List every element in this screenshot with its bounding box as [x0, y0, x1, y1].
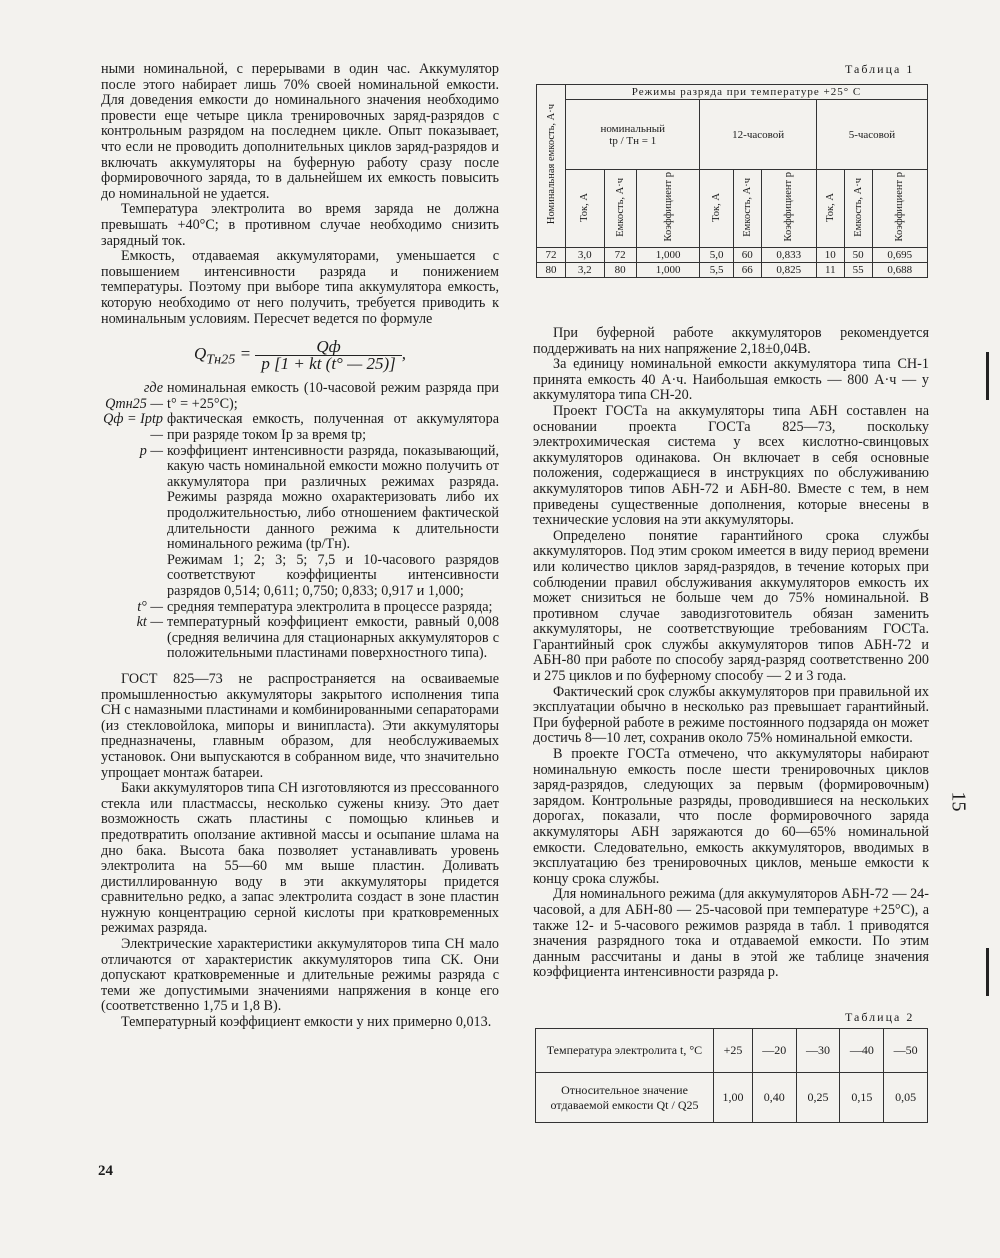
sub-column-header [700, 170, 733, 248]
formula-lhs: Q [193, 344, 207, 364]
temperature-cell: —20 [752, 1029, 796, 1073]
definition-text: номинальная емкость (10-часовой режим разряда при t° = +25°С); [167, 380, 499, 412]
definition-item [101, 600, 499, 616]
formula-numerator: Qф [255, 339, 401, 356]
formula-fraction [255, 339, 401, 371]
sub-column-label: Коэффициент p [783, 172, 795, 242]
definition-item [101, 412, 499, 443]
paragraph: При буферной работе аккумуляторов рекомендуется поддерживать на них напряжение 2,18±0,04В. [533, 325, 929, 357]
table2-row-label: Относительное значение отдаваемой емкости Qt / Q25 [536, 1073, 714, 1123]
formula-end: , [401, 344, 406, 364]
definition-text: средняя температура электролита в процессе разряда; [167, 598, 493, 615]
temperature-cell: —40 [840, 1029, 884, 1073]
value-cell: 1,00 [714, 1073, 753, 1123]
definition-term: где Qтн25 — [105, 380, 163, 412]
row-head: Номинальная емкость, А·ч [545, 104, 557, 225]
sub-column-label: Емкость, А·ч [852, 177, 864, 237]
formula-eq: = [239, 344, 252, 364]
table-cell: 3,0 [566, 248, 605, 263]
paragraph: В проекте ГОСТа отмечено, что аккумуляторы набирают номинальную емкость после шести тренировочных циклов заряд-разрядов, следующих за первым (формировочным) зарядом. Контрольные разряды, проводившиеся на нескольких дорогах, показали, что после формировочного заряда аккумуляторы АБН заряжаются до 60—65% номинальной емкости. Следовательно, емкость аккумуляторов, вводимых в эксплуатацию без тренировочных циклов, меньше емкости к концу срока службы. [533, 746, 929, 887]
margin-mark [986, 948, 989, 996]
sub-column-header [816, 170, 844, 248]
value-cell: 0,40 [752, 1073, 796, 1123]
group-nominal-sub: tр / Tн = 1 [609, 134, 657, 147]
paragraph: Определено понятие гарантийного срока службы аккумуляторов. Под этим сроком имеется в виду период времени или количество циклов заряд-разрядов, в течение которых при соблюдении правил обслуживания аккумуляторов емкость их может снизиться не больше чем до 75% номинальной. В противном случае заводизготовитель обязан заменить аккумуляторы, не соответствующие требованиям ГОСТа. Гарантийный срок службы аккумуляторов типов АБН-72 и АБН-80 при работе по способу заряд-разряд соответственно 200 и 275 циклов и по буферному способу — 2 и 3 года. [533, 527, 929, 685]
paragraph: Температурный коэффициент емкости у них примерно 0,013. [121, 1014, 492, 1031]
table-cell: 3,2 [566, 263, 605, 278]
table-cell: 72 [537, 248, 566, 263]
temperature-cell: —50 [884, 1029, 928, 1073]
group-nominal-label: номинальный [600, 122, 666, 135]
sub-column-header [604, 170, 636, 248]
table-cell: 50 [844, 248, 872, 263]
table-cell: 0,688 [872, 263, 927, 278]
sub-column-header [566, 170, 605, 248]
table-cell: 1,000 [636, 263, 700, 278]
table1-caption: Таблица 1 [845, 62, 915, 76]
table-cell: 60 [733, 248, 761, 263]
table-cell: 55 [844, 263, 872, 278]
paragraph: Емкость, отдаваемая аккумуляторами, уменьшается с повышением интенсивности разряда и понижением температуры. Поэтому при выборе типа аккумулятора емкость, которую необходимо от него получить, требуется приводить к номинальным условиям. Пересчет ведется по формуле [101, 248, 499, 327]
definition-term: t° — [137, 598, 163, 615]
definition-item [101, 444, 499, 553]
paragraph: Фактический срок службы аккумуляторов при правильной их эксплуатации обычно в несколько раз превышает гарантийный. При буферной работе в режиме постоянного подзаряда он может достичь 8—10 лет, сохранив около 75% номинальной емкости. [533, 683, 929, 747]
table-cell: 5,0 [700, 248, 733, 263]
definition-term: kt — [136, 614, 163, 631]
definition-term: Qф = Iрtр — [103, 411, 163, 444]
sub-column-header [872, 170, 927, 248]
paragraph: Температура электролита во время заряда не должна превышать +40°С; в противном случае необходимо снизить зарядный ток. [101, 201, 499, 249]
sub-column-label: Емкость, А·ч [614, 177, 626, 237]
table-cell: 11 [816, 263, 844, 278]
side-number: 15 [947, 791, 970, 812]
sub-column-header [733, 170, 761, 248]
table-cell: 1,000 [636, 248, 700, 263]
paragraph: ными номинальной, с перерывами в один час. Аккумулятор после этого набирает лишь 70% своей номинальной емкости. Для доведения емкости до номинального значения необходимо провести еще четыре цикла тренировочных заряд-разрядов с контрольным разрядом на последнем цикле. Опыт показывает, что если не проводить дополнительных циклов заряд-разрядов и включать аккумуляторы на буферную работу сразу после формировочного заряда, то в дальнейшем их емкость повысить до номинальной не удается. [101, 61, 499, 202]
table2-head-label: Температура электролита t, °С [536, 1029, 714, 1073]
formula [101, 339, 499, 371]
group-5h: 5-часовой [816, 100, 927, 170]
formula-denominator: p [1 + kt (t° — 25)] [261, 353, 396, 373]
page-number: 24 [98, 1163, 113, 1179]
margin-mark [986, 352, 989, 400]
table-cell: 0,695 [872, 248, 927, 263]
table-cell: 72 [604, 248, 636, 263]
sub-column-label: Емкость, А·ч [741, 177, 753, 237]
value-cell: 0,25 [796, 1073, 840, 1123]
table-cell: 80 [604, 263, 636, 278]
definition-text: коэффициент интенсивности разряда, показывающий, какую часть номинальной емкости можно получить от аккумулятора при различных режимах разряда. Режимы разряда можно охарактеризовать либо их продолжительностью, либо отношением фактической длительности данного режима к длительности номинального режима (tр/Tн). [167, 442, 499, 553]
formula-lhs-sub: Tн25 [206, 351, 236, 368]
sub-column-label: Ток, А [579, 192, 591, 222]
table-row [537, 263, 928, 278]
definition-item [101, 553, 499, 600]
paragraph: За единицу номинальной емкости аккумулятора типа СН-1 принята емкость 40 А·ч. Наибольшая емкость — 800 А·ч — у аккумулятора типа СН-20. [533, 356, 929, 404]
paragraph: Баки аккумуляторов типа СН изготовляются из прессованного стекла или пластмассы, несколько сужены книзу. Это дает возможность сжать пластины с помощью клиньев и предотвратить оползание активной массы и осыпание шлама на дно бака. Высота бака позволяет устанавливать уровень электролита на 55—60 мм выше пластин. Доливать дистиллированную воду в эти аккумуляторы придется сравнительно редко, а запас электролита создаст в зоне пластин нужную концентрацию серной кислоты при кратковременных режимах разряда. [101, 780, 499, 937]
definition-term: p — [139, 442, 163, 459]
paragraph: Для номинального режима (для аккумуляторов АБН-72 — 24-часовой, а для АБН-80 — 25-часовой при температуре +25°С), а также 12- и 5-часового режимов разряда в табл. 1 приводятся значения разрядного тока и отдаваемой емкости. По этим данным рассчитаны и даны в этой же таблице значения коэффициента интенсивности разряда р. [533, 886, 929, 981]
table-cell: 5,5 [700, 263, 733, 278]
table2-caption: Таблица 2 [845, 1010, 915, 1024]
definitions-list [101, 381, 499, 662]
table-row [537, 248, 928, 263]
definition-text: температурный коэффициент емкости, равный 0,008 (средняя величина для стационарных аккумуляторов с положительными пластинами поверхностного типа). [167, 614, 499, 662]
table-cell: 80 [537, 263, 566, 278]
value-cell: 0,05 [884, 1073, 928, 1123]
sub-column-header [844, 170, 872, 248]
definition-item [101, 381, 499, 412]
sub-column-label: Коэффициент p [662, 172, 674, 242]
table-cell: 66 [733, 263, 761, 278]
table-1 [536, 84, 928, 278]
paragraph: Электрические характеристики аккумуляторов типа СН мало отличаются от характеристик аккумуляторов типа СК. Они допускают кратковременные и длительные режимы разряда с теми же допустимыми значениями напряжения в конце его (соответственно 1,75 и 1,8 В). [101, 936, 499, 1015]
sub-column-header [761, 170, 816, 248]
table-cell: 0,825 [761, 263, 816, 278]
right-column [533, 326, 929, 981]
table1-header: Режимы разряда при температуре +25° С [566, 85, 928, 100]
left-column [101, 62, 499, 1031]
group-12h: 12-часовой [700, 100, 816, 170]
sub-column-label: Ток, А [824, 192, 836, 222]
table-cell: 0,833 [761, 248, 816, 263]
definition-text: фактическая емкость, полученная от аккумулятора при разряде током Iр за время tр; [167, 411, 499, 444]
value-cell: 0,15 [840, 1073, 884, 1123]
paragraph: ГОСТ 825—73 не распространяется на осваиваемые промышленностью аккумуляторы закрытого исполнения типа СН с намазными пластинами и комбинированными сепараторами (из стекловойлока, мипоры и винипласта). Эти аккумуляторы предназначены, главным образом, для необслуживаемых установок. Они выпускаются в собранном виде, что значительно упрощает монтаж батареи. [101, 670, 499, 781]
paragraph: Проект ГОСТа на аккумуляторы типа АБН составлен на основании проекта ГОСТа 825—73, поскольку электрохимическая система у всех кислотно-свинцовых аккумуляторов одинакова. Он включает в себя основные положения, содержащиеся в инструкциях по обслуживанию аккумуляторов типов АБН-72 и АБН-80. Вместе с тем, в нем приведены существенные дополнения, которые внесены в технические условия на эти аккумуляторы. [533, 402, 929, 529]
definition-text: Режимам 1; 2; 3; 5; 7,5 и 10-часового разрядов соответствуют коэффициенты интенсивности разрядов 0,514; 0,611; 0,750; 0,833; 0,917 и 1,000; [167, 551, 499, 599]
temperature-cell: —30 [796, 1029, 840, 1073]
sub-column-label: Коэффициент p [894, 172, 906, 242]
definition-term [101, 553, 167, 600]
table-2 [535, 1028, 928, 1123]
group-nominal [566, 100, 700, 170]
definition-item [101, 615, 499, 662]
sub-column-header [636, 170, 700, 248]
table-cell: 10 [816, 248, 844, 263]
temperature-cell: +25 [714, 1029, 753, 1073]
sub-column-label: Ток, А [711, 192, 723, 222]
